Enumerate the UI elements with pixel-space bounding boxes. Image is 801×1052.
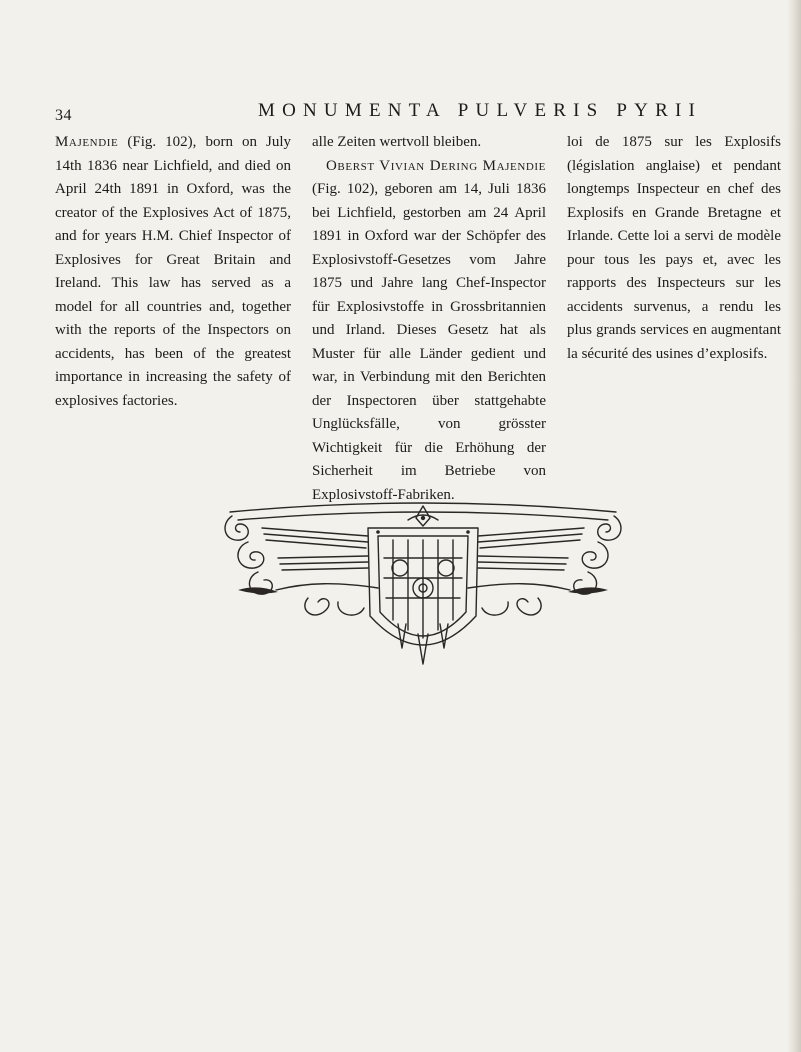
running-title: MONUMENTA PULVERIS PYRII (258, 100, 702, 121)
german-continuation: alle Zeiten wertvoll bleiben. (312, 134, 482, 150)
english-column (55, 131, 291, 413)
english-paragraph (55, 131, 291, 413)
page-edge (787, 0, 801, 1052)
french-paragraph: loi de 1875 sur les Explosifs (législation anglaise) et pendant longtemps Inspecteur en chef des Explosifs en Grande Bretagne et Irlande. Cette loi a servi de modèle pour tous les pays et, avec les rapports des Inspecteurs sur les accidents survenus, a rendu les plus grands services en augmentant la sécurité des usines d’explosifs. (567, 134, 781, 362)
german-column (312, 131, 546, 507)
german-body-text: (Fig. 102), geboren am 14, Juli 1836 bei Lichfield, gestorben am 24 April 1891 in Oxford war der Schöpfer des Explosivstoff-Gesetzes vom Jahre 1875 und Jahre lang Chef-Inspector für Explosivstoffe in Grossbritannien und Irland. Dieses Gesetz hat als Muster für alle Länder gedient und war, in Verbindung mit den Berichten der Inspectoren über stattgehabte Unglücksfälle, von grösster Wichtigkeit für die Erhöhung der Sicherheit im Betriebe von Explosivstoff-Fabriken. (312, 181, 546, 503)
english-body-text: (Fig. 102), born on July 14th 1836 near Lichfield, and died on April 24th 1891 in Oxford, was the creator of the Explosives Act of 1875, and for years H.M. Chief Inspector of Explosives for Great Britain and Ireland. This law has served as a model for all countries and, together with the reports of the Inspectors on accidents, has been of the greatest importance in increasing the safety of explosives factories. (55, 134, 291, 409)
french-column (567, 131, 781, 366)
page-number: 34 (55, 107, 72, 124)
english-name-smallcaps: Majendie (55, 134, 119, 150)
german-name-smallcaps: Oberst Vivian Dering Majendie (326, 157, 546, 174)
decorative-tailpiece-icon (218, 498, 628, 668)
german-paragraph (312, 155, 546, 508)
